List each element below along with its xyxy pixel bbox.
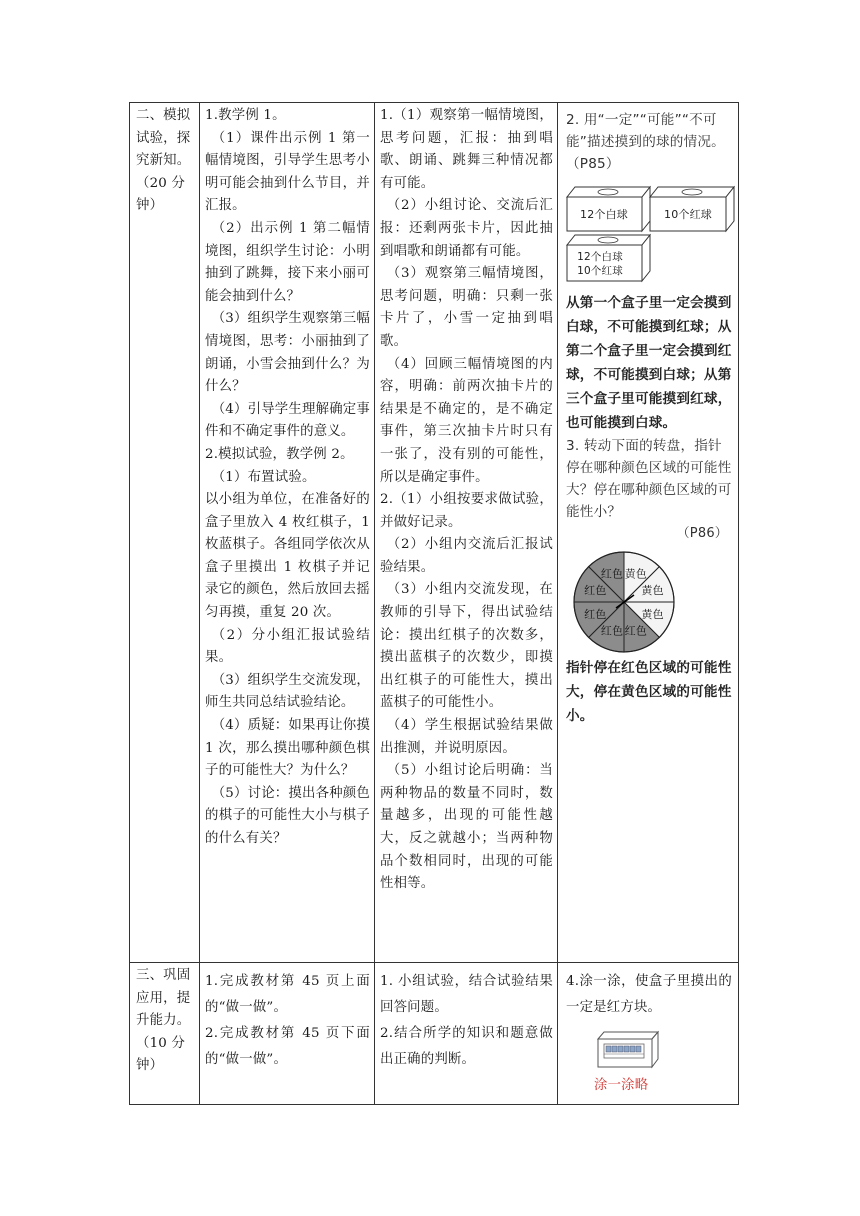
spinner-sector-label: 红色 bbox=[584, 607, 607, 621]
paragraph: 2.完成教材第 45 页下面的“做一做”。 bbox=[205, 1026, 370, 1067]
paragraph: （5）小组讨论后明确：当两种物品的数量不同时，数量越多，出现的可能性越大，反之就越小；当两种物品个数相同时，出现的可能性相等。 bbox=[380, 763, 553, 892]
lesson-plan-table bbox=[129, 102, 739, 1105]
table-row bbox=[130, 963, 739, 1105]
paragraph: （3）小组内交流发现，在教师的引导下，得出试验结论：摸出红棋子的次数多，摸出蓝棋子的次数少，即摸出红棋子的可能性大，摸出蓝棋子的可能性小。 bbox=[380, 582, 553, 711]
spinner-sector-label: 黄色 bbox=[624, 566, 648, 580]
paragraph: （2）小组讨论、交流后汇报：还剩两张卡片，因此抽到唱歌和朗诵都有可能。 bbox=[380, 198, 553, 259]
ball-boxes-svg bbox=[566, 183, 736, 287]
block-box-figure bbox=[596, 1029, 732, 1071]
stage-cell bbox=[130, 103, 200, 963]
paragraph: （5）讨论：摸出各种颜色的棋子的可能性大小与棋子的什么有关？ bbox=[205, 785, 370, 846]
stage-line: 钟） bbox=[136, 1058, 164, 1074]
box-2 bbox=[650, 187, 734, 231]
stage-line: （20 分 bbox=[136, 175, 186, 191]
paragraph: （4）质疑：如果再让你摸 1 次，那么摸出哪种颜色棋子的可能性大？为什么？ bbox=[205, 718, 370, 779]
paragraph: 2.结合所学的知识和题意做出正确的判断。 bbox=[380, 1026, 553, 1067]
paragraph: （4）学生根据试验结果做出推测，并说明原因。 bbox=[380, 718, 553, 756]
stage-line: （10 分 bbox=[136, 1035, 186, 1051]
box-1 bbox=[567, 187, 650, 231]
spinner-sector-label: 红色 bbox=[600, 624, 624, 638]
box-3-label-2: 10个红球 bbox=[577, 265, 623, 277]
paragraph: （1）布置试验。 bbox=[211, 469, 316, 485]
box-1-label: 12个白球 bbox=[580, 208, 628, 221]
exercise-question-3: 3. 转动下面的转盘，指针停在哪种颜色区域的可能性大？停在哪种颜色区域的可能性小？ bbox=[566, 438, 732, 520]
paragraph: （1）课件出示例 1 第一幅情境图，引导学生思考小明可能会抽到什么节目，并汇报。 bbox=[205, 130, 370, 214]
exercise-note: 涂一涂略 bbox=[594, 1078, 649, 1093]
exercise-question-4: 4.涂一涂，使盒子里摸出的一定是红方块。 bbox=[566, 974, 732, 1015]
stage-cell bbox=[130, 963, 200, 1105]
ball-boxes-figure bbox=[566, 183, 732, 287]
paragraph: 1. 小组试验，结合试验结果回答问题。 bbox=[380, 974, 553, 1015]
table-row bbox=[130, 103, 739, 963]
box-3 bbox=[567, 235, 650, 281]
stage-line: 升能力。 bbox=[136, 1013, 191, 1029]
paragraph: 1.教学例 1。 bbox=[205, 108, 286, 123]
teacher-activity-cell bbox=[200, 103, 375, 963]
paragraph: （4）引导学生理解确定事件和不确定事件的意义。 bbox=[205, 401, 370, 440]
spinner-sector-label: 红色 bbox=[600, 566, 624, 580]
paragraph: 1.完成教材第 45 页上面的“做一做”。 bbox=[205, 974, 370, 1015]
paragraph: 2.（1）小组按要求做试验，并做好记录。 bbox=[380, 492, 553, 530]
teacher-activity-cell bbox=[200, 963, 375, 1105]
exercise-cell bbox=[558, 963, 739, 1105]
stage-line: 究新知。 bbox=[136, 153, 191, 169]
exercise-cell bbox=[558, 103, 739, 963]
student-activity-cell bbox=[375, 963, 558, 1105]
spinner-sector-label: 红色 bbox=[624, 624, 648, 638]
paragraph: （2）出示例 1 第二幅情境图，组织学生讨论：小明抽到了跳舞，接下来小丽可能会抽到什么？ bbox=[205, 220, 370, 304]
stage-line: 钟） bbox=[136, 198, 164, 214]
spinner-sector-label: 红色 bbox=[584, 583, 607, 597]
spinner-sector-label: 黄色 bbox=[641, 583, 664, 597]
block-box-svg bbox=[596, 1029, 660, 1071]
stage-line: 应用，提 bbox=[136, 990, 191, 1006]
paragraph: （2）小组内交流后汇报试验结果。 bbox=[380, 537, 553, 575]
paragraph: （3）组织学生观察第三幅情境图，思考：小丽抽到了朗诵，小雪会抽到什么？为什么？ bbox=[205, 311, 370, 395]
exercise-answer-3: 指针停在红色区域的可能性大，停在黄色区域的可能性小。 bbox=[566, 659, 732, 724]
stage-line: 二、模拟 bbox=[136, 108, 191, 123]
stage-line: 三、巩固 bbox=[136, 968, 191, 983]
paragraph: （3）观察第三幅情境图，思考问题，明确：只剩一张卡片了，小雪一定抽到唱歌。 bbox=[380, 266, 553, 349]
paragraph: 以小组为单位，在准备好的盒子里放入 4 枚红棋子，1 枚蓝棋子。各组同学依次从盒子里摸出 1 枚棋子并记录它的颜色，然后放回去摇匀再摸，重复 20 次。 bbox=[205, 492, 370, 621]
spinner-figure bbox=[572, 550, 732, 654]
box-2-label: 10个红球 bbox=[664, 208, 712, 221]
paragraph: 1.（1）观察第一幅情境图，思考问题，汇报：抽到唱歌、朗诵、跳舞三种情况都有可能。 bbox=[380, 108, 553, 191]
paragraph: （2）分小组汇报试验结果。 bbox=[205, 627, 370, 666]
stage-line: 试验，探 bbox=[136, 130, 191, 146]
exercise-answer-2: 从第一个盒子里一定会摸到白球，不可能摸到红球；从第二个盒子里一定会摸到红球，不可能摸到白球；从第三个盒子里可能摸到红球，也可能摸到白球。 bbox=[566, 295, 732, 431]
paragraph: 2.模拟试验，教学例 2。 bbox=[205, 446, 354, 462]
exercise-question-3-ref: （P86） bbox=[676, 526, 728, 541]
paragraph: （4）回顾三幅情境图的内容，明确：前两次抽卡片的结果是不确定的，是不确定事件，第三次抽卡片时只有一张了，没有别的可能性，所以是确定事件。 bbox=[380, 356, 553, 485]
paragraph: （3）组织学生交流发现，师生共同总结试验结论。 bbox=[205, 672, 370, 711]
student-activity-cell bbox=[375, 103, 558, 963]
box-3-label-1: 12个白球 bbox=[577, 251, 623, 263]
spinner-sector-label: 黄色 bbox=[641, 607, 664, 621]
spinner-svg bbox=[572, 550, 676, 654]
exercise-question-2: 2. 用“一定”“可能”“不可能”描述摸到的球的情况。（P85） bbox=[566, 112, 725, 172]
